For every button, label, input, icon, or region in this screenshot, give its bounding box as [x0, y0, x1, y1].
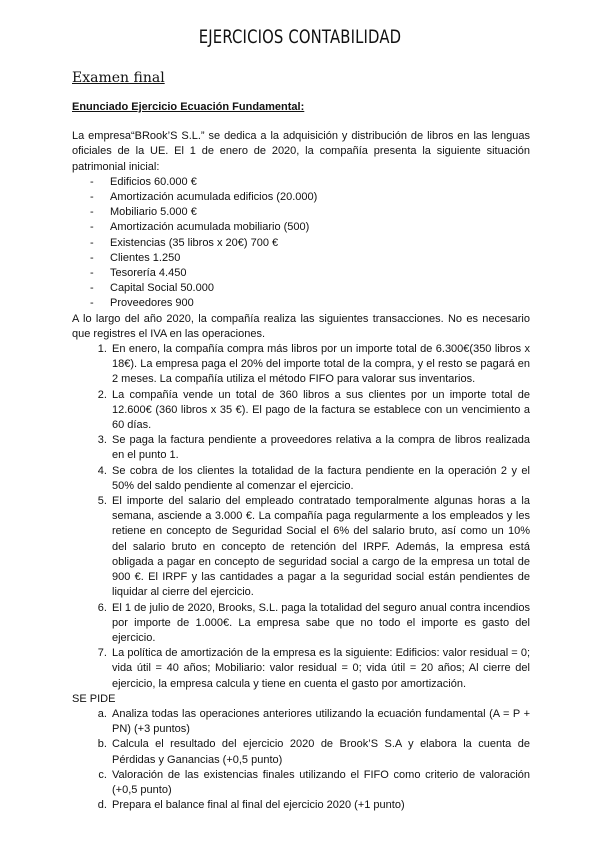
list-item: - Edificios 60.000 €	[110, 175, 530, 190]
list-item: - Mobiliario 5.000 €	[110, 205, 530, 220]
transaction-item: 1. En enero, la compañía compra más libros por un importe total de 6.300€(350 libros x 18€). La empresa paga el 20% del importe total de la compra, y el resto se pagará en 2 meses. La compañía utiliza el método FIFO para valorar sus inventarios.	[110, 342, 530, 388]
list-item: - Existencias (35 libros x 20€) 700 €	[110, 236, 530, 251]
transaction-item: 5. El importe del salario del empleado contratado temporalmente algunas horas a la semana, asciende a 3.000 €. La compañía paga regularmente a los empleados y les retiene en concepto de Seguridad Social el 6% del salario bruto, así como un 10% del salario bruto en concepto de retención del IRPF. Además, la empresa está obligada a pagar en concepto de seguridad social a cargo de la empresa un total de 900 €. El IRPF y las cantidades a pagar a la seguridad social están pendientes de liquidar al cierre del ejercicio.	[110, 494, 530, 600]
task-item: c. Valoración de las existencias finales utilizando el FIFO como criterio de valoración (+0,5 punto)	[110, 768, 530, 798]
transaction-item: 6. El 1 de julio de 2020, Brooks, S.L. paga la totalidad del seguro anual contra incendios por importe de 1.000€. La empresa sabe que no todo el importe es gasto del ejercicio.	[110, 601, 530, 647]
task-item: d. Prepara el balance final al final del ejercicio 2020 (+1 punto)	[110, 798, 530, 813]
transaction-item: 2. La compañía vende un total de 360 libros a sus clientes por un importe total de 12.600€ (360 libros x 35 €). El pago de la factura se establece con un vencimiento a 60 días.	[110, 388, 530, 434]
transactions-intro: A lo largo del año 2020, la compañía realiza las siguientes transacciones. No es necesario que registres el IVA en las operaciones.	[72, 312, 530, 340]
list-item: - Proveedores 900	[110, 296, 530, 311]
transaction-item: 7. La política de amortización de la empresa es la siguiente: Edificios: valor residual = 0; vida útil = 40 años; Mobiliario: valor residual = 0; vida útil = 20 años; Al cierre del ejercicio, la empresa calcula y tiene en cuenta el gasto por amortización.	[110, 646, 530, 692]
initial-balance-list	[72, 175, 530, 312]
list-item: - Capital Social 50.000	[110, 281, 530, 296]
se-pide-label: SE PIDE	[72, 692, 116, 705]
document-subtitle: Examen final	[72, 70, 165, 86]
transaction-item: 4. Se cobra de los clientes la totalidad de la factura pendiente en la operación 2 y el 50% del saldo pendiente al comenzar el ejercicio.	[110, 464, 530, 494]
task-item: a. Analiza todas las operaciones anteriores utilizando la ecuación fundamental (A = P + PN) (+3 puntos)	[110, 707, 530, 737]
list-item: - Amortización acumulada mobiliario (500)	[110, 220, 530, 235]
document-title: EJERCICIOS CONTABILIDAD	[198, 26, 402, 48]
transaction-item: 3. Se paga la factura pendiente a proveedores relativa a la compra de libros realizada en el punto 1.	[110, 433, 530, 463]
task-item: b. Calcula el resultado del ejercicio 2020 de Brook’S S.A y elabora la cuenta de Pérdidas y Ganancias (+0,5 punto)	[110, 737, 530, 767]
tasks-list	[72, 707, 530, 813]
list-item: - Tesorería 4.450	[110, 266, 530, 281]
intro-paragraph: La empresa“BRook’S S.L.” se dedica a la adquisición y distribución de libros en las lenguas oficiales de la UE. El 1 de enero de 2020, la compañía presenta la siguiente situación patrimonial inicial:	[72, 130, 530, 173]
exercise-heading: Enunciado Ejercicio Ecuación Fundamental:	[72, 101, 305, 113]
document-body	[72, 100, 530, 813]
list-item: - Amortización acumulada edificios (20.000)	[110, 190, 530, 205]
list-item: - Clientes 1.250	[110, 251, 530, 266]
transactions-list	[72, 342, 530, 692]
